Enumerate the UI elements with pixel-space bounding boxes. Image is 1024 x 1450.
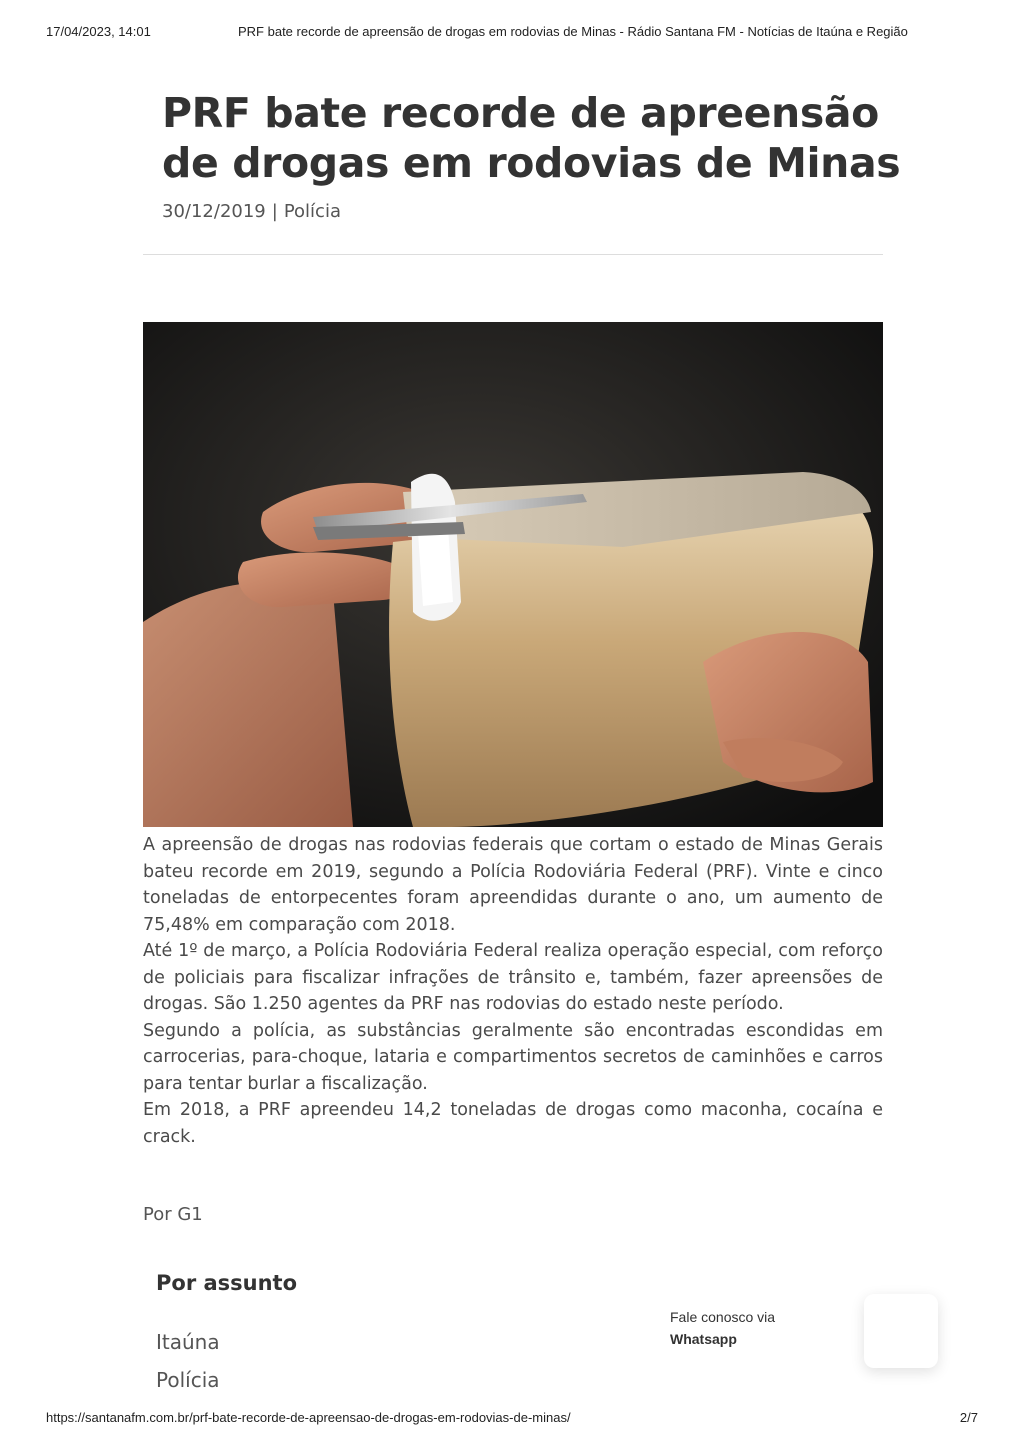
meta-separator: | — [271, 201, 278, 222]
article-category-link[interactable]: Polícia — [283, 201, 341, 222]
article-paragraph: A apreensão de drogas nas rodovias federais que cortam o estado de Minas Gerais bateu recorde em 2019, segundo a Polícia Rodoviária Federal (PRF). Vinte e cinco toneladas de entorpecentes foram apreendidas durante o ano, um aumento de 75,48% em comparação com 2018. — [143, 835, 883, 935]
print-datetime: 17/04/2023, 14:01 — [46, 24, 151, 39]
article-byline: Por G1 — [143, 1204, 203, 1225]
whatsapp-button[interactable] — [864, 1294, 938, 1368]
article-title: PRF bate recorde de apreensão de drogas em rodovias de Minas — [162, 89, 901, 187]
whatsapp-cta-line2: Whatsapp — [670, 1331, 737, 1347]
print-header — [46, 24, 954, 42]
article-date: 30/12/2019 — [162, 201, 266, 222]
article-body — [143, 832, 883, 1150]
article-meta — [162, 201, 341, 222]
topic-link-itauna[interactable]: Itaúna — [156, 1330, 220, 1354]
print-page-number: 2/7 — [959, 1410, 978, 1425]
topic-link-policia[interactable]: Polícia — [156, 1368, 220, 1392]
whatsapp-cta-line1: Fale conosco via — [670, 1309, 776, 1325]
print-document-title: PRF bate recorde de apreensão de drogas em rodovias de Minas - Rádio Santana FM - Notícias de Itaúna e Região — [238, 24, 908, 39]
article-photo — [143, 322, 883, 827]
article-paragraph: Segundo a polícia, as substâncias geralmente são encontradas escondidas em carrocerias, para-choque, lataria e compartimentos secretos de caminhões e carros para tentar burlar a fiscalização. — [143, 1020, 883, 1094]
whatsapp-cta[interactable] — [670, 1306, 775, 1350]
print-footer — [46, 1410, 978, 1428]
article-paragraph: Em 2018, a PRF apreendeu 14,2 toneladas de drogas como maconha, cocaína e crack. — [143, 1100, 883, 1147]
print-url: https://santanafm.com.br/prf-bate-recorde-de-apreensao-de-drogas-em-rodovias-de-minas/ — [46, 1410, 571, 1425]
header-divider — [143, 254, 883, 255]
topics-heading: Por assunto — [156, 1271, 298, 1295]
article-paragraph: Até 1º de março, a Polícia Rodoviária Federal realiza operação especial, com reforço de policiais para fiscalizar infrações de trânsito e, também, fazer apreensões de drogas. São 1.250 agentes da PRF nas rodovias do estado neste período. — [143, 941, 883, 1014]
